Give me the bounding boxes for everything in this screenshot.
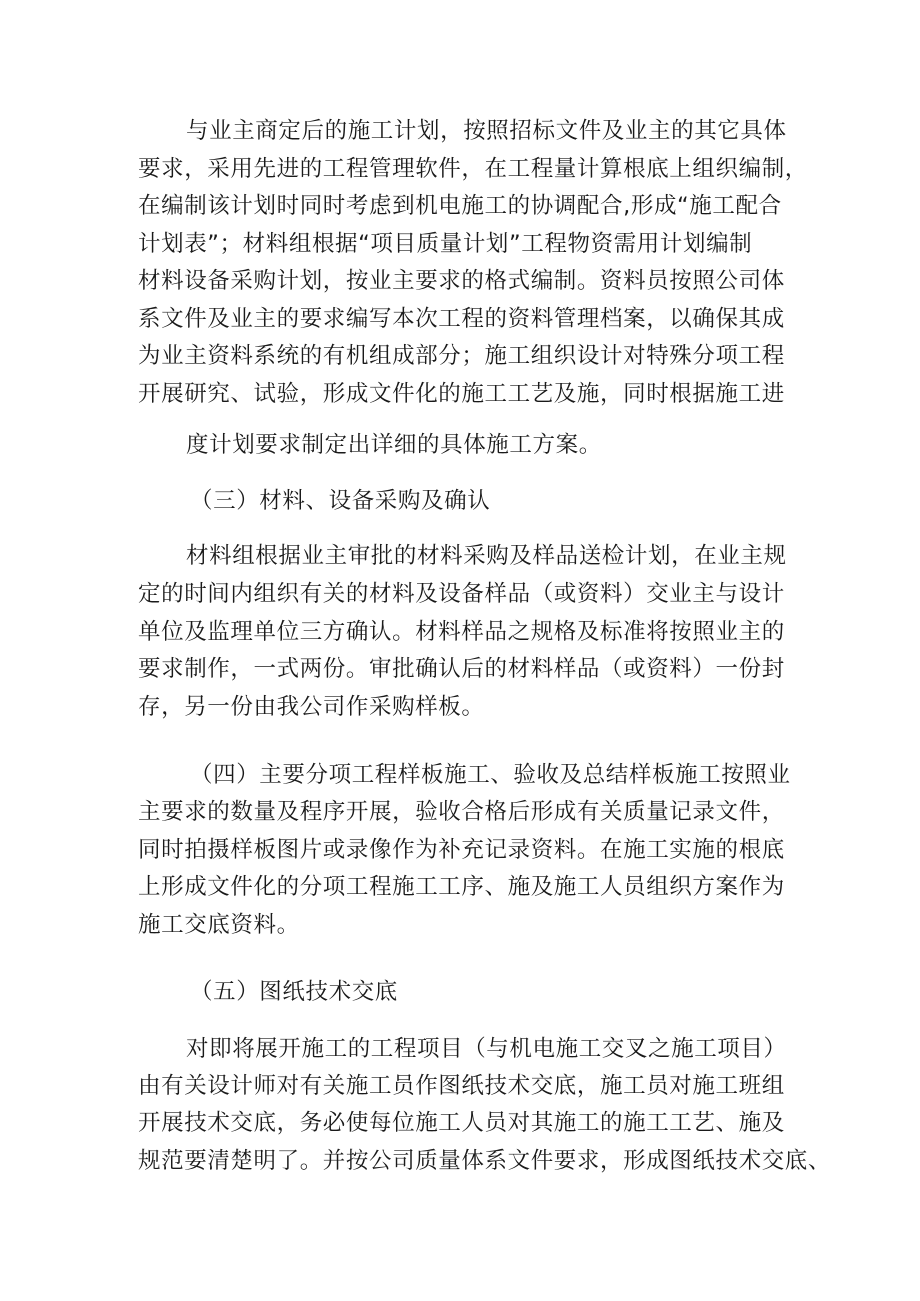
para3-line-2: 定的时间内组织有关的材料及设备样品（或资料）交业主与设计 xyxy=(138,581,785,607)
para2-line-1: 度计划要求制定出详细的具体施工方案。 xyxy=(186,432,602,458)
section-heading-3: （三）材料、设备采购及确认 xyxy=(190,488,491,514)
para1-line-7: 为业主资料系统的有机组成部分；施工组织设计对特殊分项工程 xyxy=(138,343,785,369)
para1-line-3: 在编制该计划时同时考虑到机电施工的协调配合,形成“施工配合 xyxy=(138,193,782,219)
para4-line-4: 上形成文件化的分项工程施工工序、施及施工人员组织方案作为 xyxy=(138,874,785,900)
para3-line-3: 单位及监理单位三方确认。材料样品之规格及标准将按照业主的 xyxy=(138,619,785,645)
para1-line-6: 系文件及业主的要求编写本次工程的资料管理档案，以确保其成 xyxy=(138,306,785,332)
para1-line-2: 要求，采用先进的工程管理软件，在工程量计算根底上组织编制， xyxy=(138,156,808,182)
section-heading-5: （五）图纸技术交底 xyxy=(190,979,398,1005)
para1-line-4: 计划表”；材料组根据“项目质量计划”工程物资需用计划编制 xyxy=(138,231,753,257)
para4-line-3: 同时拍摄样板图片或录像作为补充记录资料。在施工实施的根底 xyxy=(138,837,785,863)
para5-line-2: 由有关设计师对有关施工员作图纸技术交底，施工员对施工班组 xyxy=(138,1073,785,1099)
para4-line-5: 施工交底资料。 xyxy=(138,912,300,938)
para1-line-5: 材料设备采购计划，按业主要求的格式编制。资料员按照公司体 xyxy=(138,268,785,294)
para4-line-2: 主要求的数量及程序开展，验收合格后形成有关质量记录文件， xyxy=(138,799,785,825)
para3-line-4: 要求制作，一式两份。审批确认后的材料样品（或资料）一份封 xyxy=(138,656,785,682)
para5-line-1: 对即将展开施工的工程项目（与机电施工交叉之施工项目） xyxy=(186,1036,787,1062)
para1-line-1: 与业主商定后的施工计划，按照招标文件及业主的其它具体 xyxy=(186,118,787,144)
para1-line-8: 开展研究、试验，形成文件化的施工工艺及施，同时根据施工进 xyxy=(138,381,785,407)
para3-line-1: 材料组根据业主审批的材料采购及样品送检计划，在业主规 xyxy=(186,543,787,569)
para3-line-5: 存，另一份由我公司作采购样板。 xyxy=(138,694,485,720)
para5-line-3: 开展技术交底，务必使每位施工人员对其施工的施工工艺、施及 xyxy=(138,1110,785,1136)
para4-line-1: （四）主要分项工程样板施工、验收及总结样板施工按照业 xyxy=(190,762,791,788)
para5-line-4: 规范要清楚明了。并按公司质量体系文件要求，形成图纸技术交底、 xyxy=(138,1148,832,1174)
